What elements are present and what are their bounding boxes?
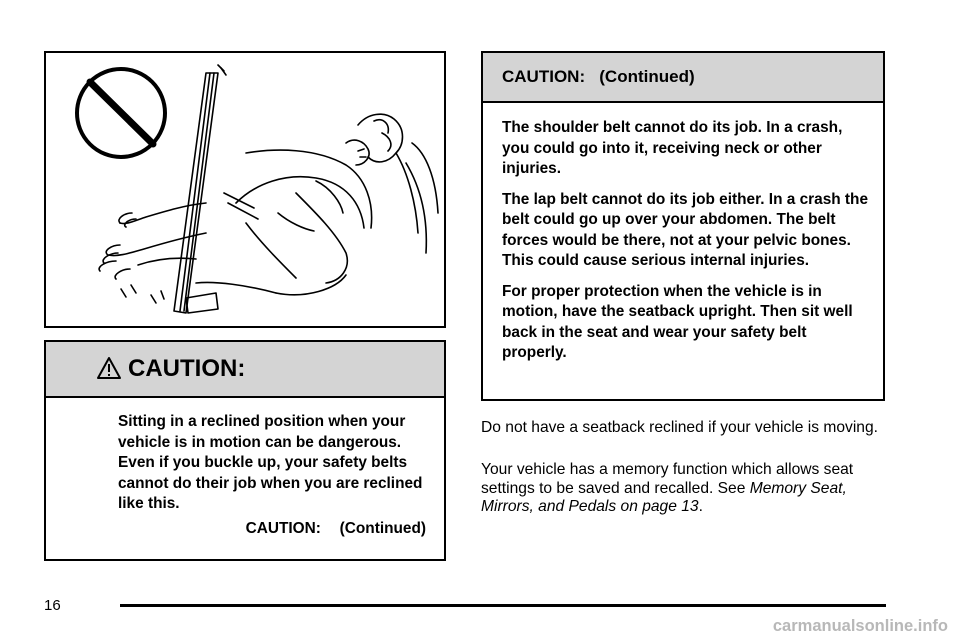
caution-continued-header: CAUTION: (Continued) [483,53,883,103]
page-number: 16 [44,597,61,614]
caution-continued-label: CAUTION: (Continued) [245,520,426,537]
caution-text: Sitting in a reclined position when your vehicle is in motion can be dangerous. Even if you buckle up, your safety belts cannot do their job when you are reclined like this. [118,413,423,512]
footer-rule [120,604,886,607]
caution-box [44,340,446,561]
body-paragraph: Do not have a seatback reclined if your vehicle is moving. [481,419,878,436]
caution-paragraph: The shoulder belt cannot do its job. In a crash, you could go into it, receiving neck or other injuries. [502,119,843,177]
body-paragraph-text: Your vehicle has a memory function which allows seat settings to be saved and recalled. See [481,461,854,497]
caution-paragraph: For proper protection when the vehicle is in motion, have the seatback upright. Then sit well back in the seat and wear your safety belt properly. [502,282,853,361]
reclined-passenger-drawing [46,53,444,326]
caution-paragraph: The lap belt cannot do its job either. In a crash the belt could go up over your abdomen. The belt forces would be there, not at your pelvic bones. This could cause serious internal injuries. [502,190,869,269]
page-reference-link[interactable]: Memory Seat, Mirrors, and Pedals on page 13 [481,479,847,515]
watermark-text: carmanualsonline.info [772,617,948,635]
caution-continued-body [483,103,883,364]
caution-continued-box [481,51,885,401]
no-symbol-icon [77,69,165,157]
caution-title: CAUTION: [128,355,246,382]
caution-header [46,342,444,398]
warning-triangle-icon [96,356,122,380]
body-paragraph-memory [481,461,881,517]
body-paragraph-end: . [698,498,703,515]
reclined-passenger-illustration [44,51,446,328]
